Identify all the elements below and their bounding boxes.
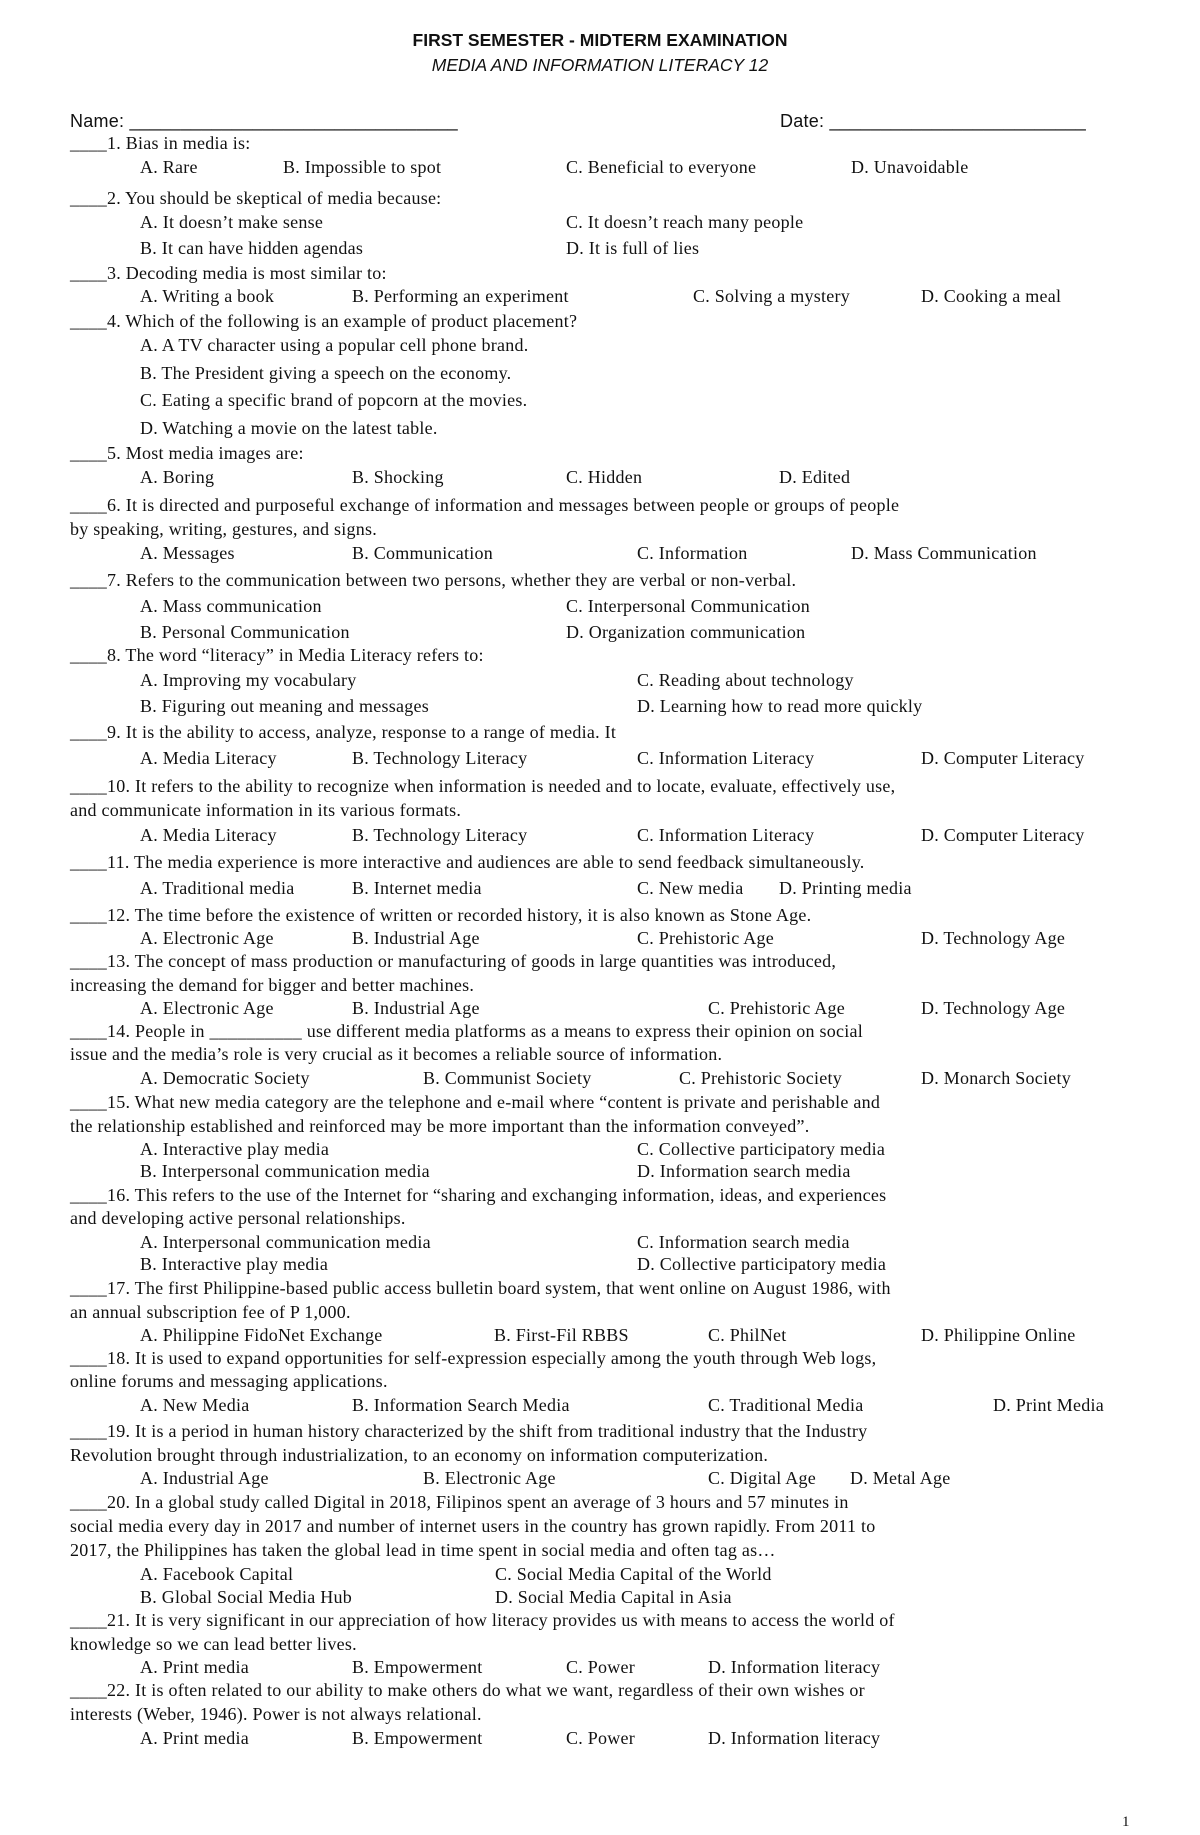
exam-subtitle: MEDIA AND INFORMATION LITERACY 12	[431, 55, 769, 75]
question-16-option: C. Information search media	[637, 1232, 850, 1252]
question-1-option: C. Beneficial to everyone	[566, 157, 757, 177]
question-10-option: A. Media Literacy	[140, 825, 277, 845]
question-20-stem: ____20. In a global study called Digital in 2018, Filipinos spent an average of 3 hours and 57 minutes in	[70, 1492, 849, 1512]
name-field[interactable]: Name: ________________________________	[70, 111, 458, 131]
question-11-option: A. Traditional media	[140, 878, 295, 898]
date-field[interactable]: Date: _________________________	[780, 111, 1087, 131]
question-20-option: A. Facebook Capital	[140, 1564, 294, 1584]
question-13-option: B. Industrial Age	[352, 998, 480, 1018]
question-10-stem: and communicate information in its various formats.	[70, 800, 462, 820]
question-21-option: B. Empowerment	[352, 1657, 483, 1677]
question-21-stem: ____21. It is very significant in our appreciation of how literacy provides us with means to access the world of	[70, 1610, 895, 1630]
question-9-stem: ____9. It is the ability to access, analyze, response to a range of media. It	[70, 722, 617, 742]
question-21-option: A. Print media	[140, 1657, 249, 1677]
question-1-option: A. Rare	[140, 157, 198, 177]
question-6-option: B. Communication	[352, 543, 493, 563]
question-6-option: C. Information	[637, 543, 748, 563]
question-5-option: C. Hidden	[566, 467, 643, 487]
question-9-option: D. Computer Literacy	[921, 748, 1085, 768]
question-7-option: D. Organization communication	[566, 622, 806, 642]
question-1-stem: ____1. Bias in media is:	[70, 133, 251, 153]
question-19-stem: Revolution brought through industrialization, to an economy on information computerization.	[70, 1445, 769, 1465]
question-7-option: C. Interpersonal Communication	[566, 596, 810, 616]
question-19-option: C. Digital Age	[708, 1468, 816, 1488]
question-19-option: A. Industrial Age	[140, 1468, 269, 1488]
question-4-option: D. Watching a movie on the latest table.	[140, 418, 438, 438]
question-19-option: B. Electronic Age	[423, 1468, 556, 1488]
question-13-stem: increasing the demand for bigger and better machines.	[70, 975, 475, 995]
question-20-stem: 2017, the Philippines has taken the global lead in time spent in social media and often tag as…	[70, 1540, 776, 1560]
question-3-stem: ____3. Decoding media is most similar to:	[70, 263, 387, 283]
question-15-option: C. Collective participatory media	[637, 1139, 886, 1159]
question-20-option: B. Global Social Media Hub	[140, 1587, 352, 1607]
question-4-option: C. Eating a specific brand of popcorn at the movies.	[140, 390, 528, 410]
question-17-stem: ____17. The first Philippine-based public access bulletin board system, that went online on August 1986, with	[70, 1278, 891, 1298]
question-13-stem: ____13. The concept of mass production or manufacturing of goods in large quantities was introduced,	[70, 951, 837, 971]
question-17-stem: an annual subscription fee of P 1,000.	[70, 1302, 351, 1322]
question-22-stem: ____22. It is often related to our ability to make others do what we want, regardless of their own wishes or	[70, 1680, 865, 1700]
question-1-option: B. Impossible to spot	[283, 157, 442, 177]
question-12-option: B. Industrial Age	[352, 928, 480, 948]
question-15-option: B. Interpersonal communication media	[140, 1161, 430, 1181]
question-8-option: B. Figuring out meaning and messages	[140, 696, 429, 716]
question-3-option: C. Solving a mystery	[693, 286, 850, 306]
question-2-option: B. It can have hidden agendas	[140, 238, 364, 258]
question-17-option: A. Philippine FidoNet Exchange	[140, 1325, 383, 1345]
question-14-stem: issue and the media’s role is very crucial as it becomes a reliable source of information.	[70, 1044, 723, 1064]
question-2-stem: ____2. You should be skeptical of media because:	[70, 188, 442, 208]
question-16-stem: ____16. This refers to the use of the Internet for “sharing and exchanging information, ideas, and experiences	[70, 1185, 887, 1205]
question-11-option: C. New media	[637, 878, 744, 898]
question-10-option: D. Computer Literacy	[921, 825, 1085, 845]
question-9-option: B. Technology Literacy	[352, 748, 528, 768]
question-19-stem: ____19. It is a period in human history characterized by the shift from traditional industry that the Industry	[70, 1421, 868, 1441]
question-22-option: B. Empowerment	[352, 1728, 483, 1748]
question-3-option: B. Performing an experiment	[352, 286, 569, 306]
question-7-option: A. Mass communication	[140, 596, 322, 616]
question-22-stem: interests (Weber, 1946). Power is not always relational.	[70, 1704, 482, 1724]
exam-title: FIRST SEMESTER - MIDTERM EXAMINATION	[412, 30, 788, 50]
question-11-option: B. Internet media	[352, 878, 482, 898]
question-20-option: D. Social Media Capital in Asia	[495, 1587, 732, 1607]
question-20-stem: social media every day in 2017 and number of internet users in the country has grown rapidly. From 2011 to	[70, 1516, 876, 1536]
question-7-stem: ____7. Refers to the communication between two persons, whether they are verbal or non-verbal.	[70, 570, 797, 590]
question-8-option: A. Improving my vocabulary	[140, 670, 357, 690]
question-4-option: B. The President giving a speech on the economy.	[140, 363, 512, 383]
question-19-option: D. Metal Age	[850, 1468, 951, 1488]
question-20-option: C. Social Media Capital of the World	[495, 1564, 772, 1584]
question-13-option: C. Prehistoric Age	[708, 998, 845, 1018]
question-4-option: A. A TV character using a popular cell phone brand.	[140, 335, 529, 355]
question-12-option: C. Prehistoric Age	[637, 928, 774, 948]
question-3-option: A. Writing a book	[140, 286, 275, 306]
question-21-option: C. Power	[566, 1657, 635, 1677]
question-1-option: D. Unavoidable	[851, 157, 969, 177]
question-6-option: A. Messages	[140, 543, 235, 563]
question-18-option: D. Print Media	[993, 1395, 1104, 1415]
question-13-option: A. Electronic Age	[140, 998, 274, 1018]
question-11-option: D. Printing media	[779, 878, 912, 898]
question-10-option: B. Technology Literacy	[352, 825, 528, 845]
page-number: 1	[1122, 1814, 1130, 1830]
question-8-option: D. Learning how to read more quickly	[637, 696, 923, 716]
question-15-option: D. Information search media	[637, 1161, 851, 1181]
question-17-option: C. PhilNet	[708, 1325, 787, 1345]
question-17-option: B. First-Fil RBBS	[494, 1325, 629, 1345]
question-16-option: A. Interpersonal communication media	[140, 1232, 431, 1252]
question-3-option: D. Cooking a meal	[921, 286, 1062, 306]
question-6-option: D. Mass Communication	[851, 543, 1037, 563]
question-5-option: D. Edited	[779, 467, 851, 487]
question-21-stem: knowledge so we can lead better lives.	[70, 1634, 357, 1654]
question-10-option: C. Information Literacy	[637, 825, 815, 845]
question-8-stem: ____8. The word “literacy” in Media Literacy refers to:	[70, 645, 484, 665]
question-12-stem: ____12. The time before the existence of written or recorded history, it is also known as Stone Age.	[70, 905, 812, 925]
question-15-stem: the relationship established and reinforced may be more important than the information conveyed”.	[70, 1116, 810, 1136]
question-4-stem: ____4. Which of the following is an example of product placement?	[70, 311, 578, 331]
question-9-option: C. Information Literacy	[637, 748, 815, 768]
question-18-option: A. New Media	[140, 1395, 250, 1415]
question-12-option: D. Technology Age	[921, 928, 1066, 948]
question-8-option: C. Reading about technology	[637, 670, 854, 690]
question-15-option: A. Interactive play media	[140, 1139, 330, 1159]
question-18-stem: online forums and messaging applications.	[70, 1371, 388, 1391]
question-12-option: A. Electronic Age	[140, 928, 274, 948]
question-13-option: D. Technology Age	[921, 998, 1066, 1018]
question-2-option: A. It doesn’t make sense	[140, 212, 324, 232]
question-22-option: D. Information literacy	[708, 1728, 881, 1748]
question-22-option: C. Power	[566, 1728, 635, 1748]
question-14-option: C. Prehistoric Society	[679, 1068, 842, 1088]
question-18-option: B. Information Search Media	[352, 1395, 570, 1415]
question-5-stem: ____5. Most media images are:	[70, 443, 304, 463]
question-18-option: C. Traditional Media	[708, 1395, 864, 1415]
question-21-option: D. Information literacy	[708, 1657, 881, 1677]
question-15-stem: ____15. What new media category are the telephone and e-mail where “content is private and perishable and	[70, 1092, 881, 1112]
question-14-option: A. Democratic Society	[140, 1068, 310, 1088]
question-11-stem: ____11. The media experience is more interactive and audiences are able to send feedback simultaneously.	[70, 852, 865, 872]
question-22-option: A. Print media	[140, 1728, 249, 1748]
question-10-stem: ____10. It refers to the ability to recognize when information is needed and to locate, evaluate, effectively use,	[70, 776, 896, 796]
question-14-stem: ____14. People in __________ use different media platforms as a means to express their opinion on social	[70, 1021, 864, 1041]
question-18-stem: ____18. It is used to expand opportunities for self-expression especially among the youth through Web logs,	[70, 1348, 877, 1368]
question-9-option: A. Media Literacy	[140, 748, 277, 768]
question-2-option: D. It is full of lies	[566, 238, 700, 258]
question-6-stem: ____6. It is directed and purposeful exchange of information and messages between people or groups of people	[70, 495, 900, 515]
question-14-option: B. Communist Society	[423, 1068, 592, 1088]
question-6-stem: by speaking, writing, gestures, and signs.	[70, 519, 377, 539]
question-16-stem: and developing active personal relationships.	[70, 1208, 406, 1228]
question-2-option: C. It doesn’t reach many people	[566, 212, 804, 232]
question-5-option: A. Boring	[140, 467, 215, 487]
question-16-option: D. Collective participatory media	[637, 1254, 887, 1274]
question-7-option: B. Personal Communication	[140, 622, 350, 642]
question-5-option: B. Shocking	[352, 467, 444, 487]
question-16-option: B. Interactive play media	[140, 1254, 329, 1274]
question-17-option: D. Philippine Online	[921, 1325, 1076, 1345]
question-14-option: D. Monarch Society	[921, 1068, 1071, 1088]
